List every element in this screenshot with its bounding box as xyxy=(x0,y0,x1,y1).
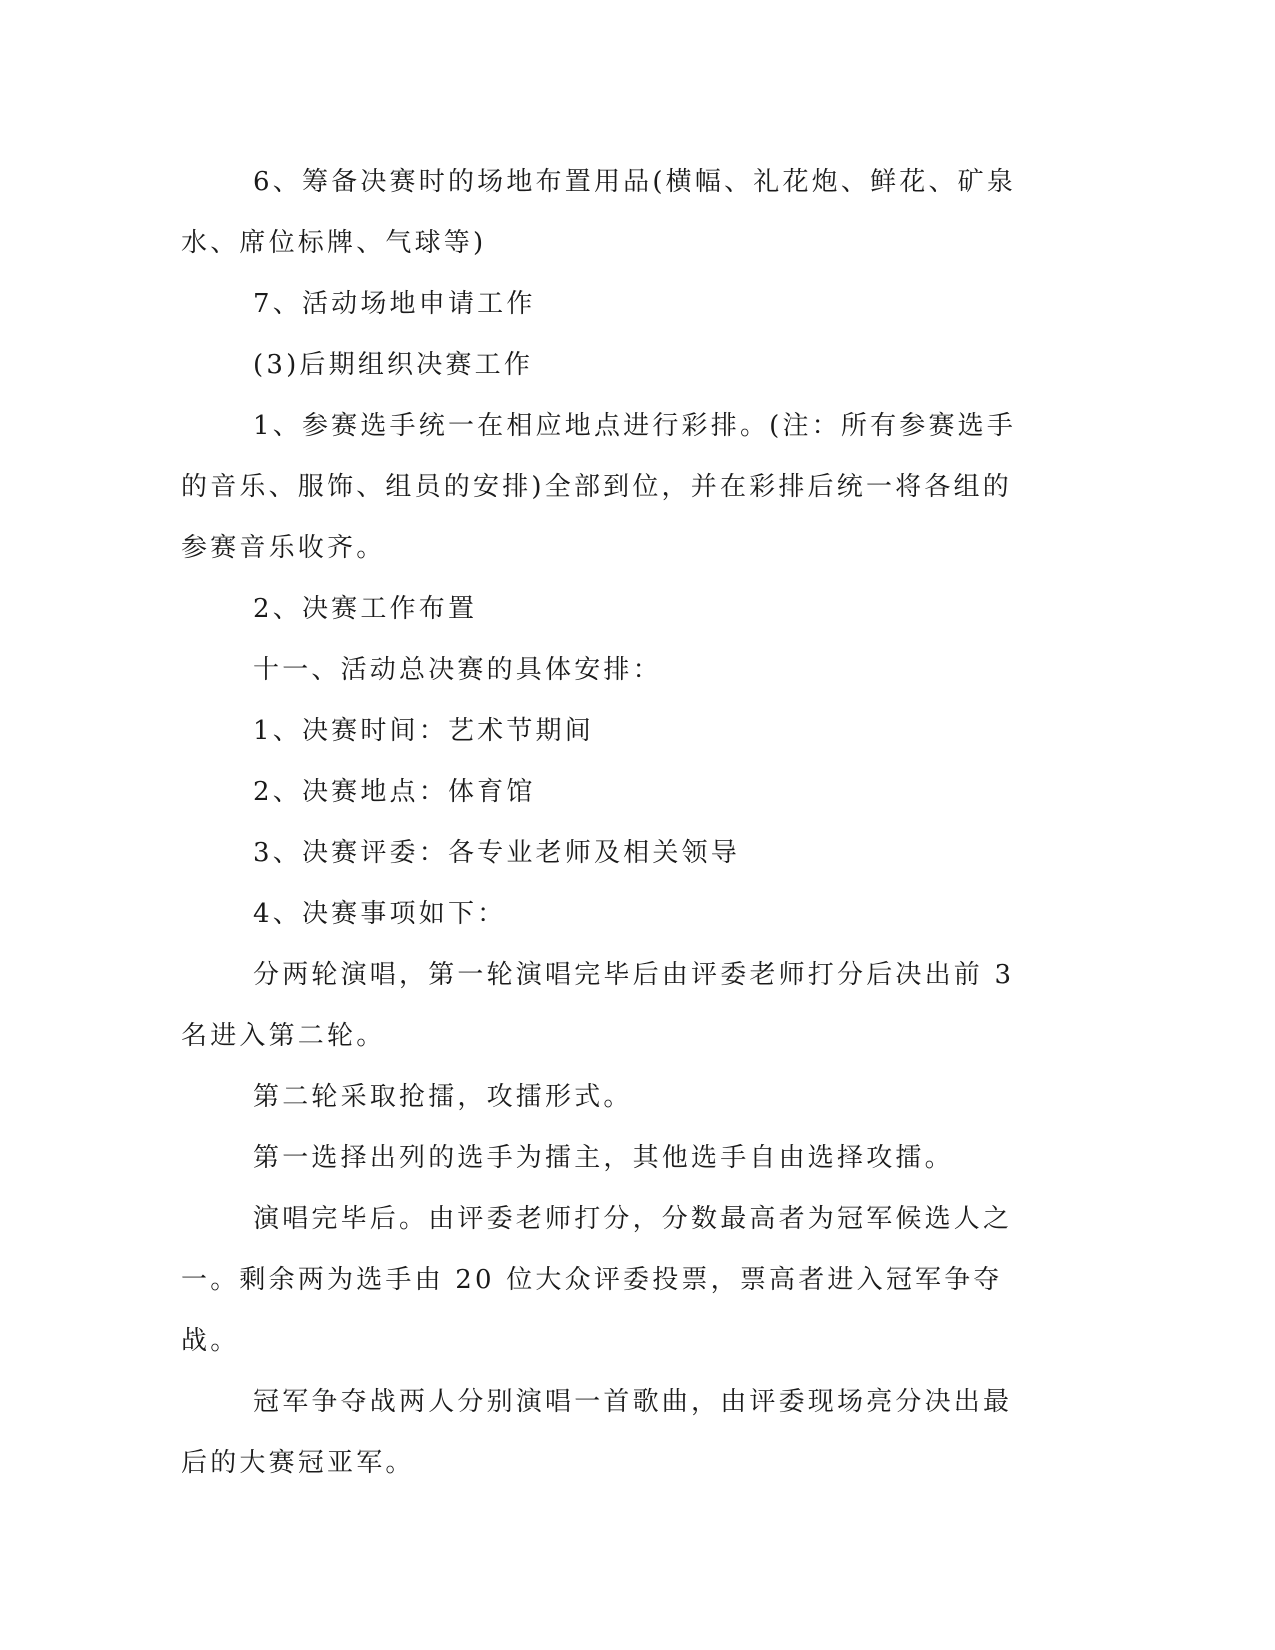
paragraph-venue-supplies: 6、筹备决赛时的场地布置用品(横幅、礼花炮、鲜花、矿泉水、席位标牌、气球等) xyxy=(181,167,1017,258)
document-page xyxy=(181,152,1036,1494)
paragraph-championship: 冠军争夺战两人分别演唱一首歌曲，由评委现场亮分决出最后的大赛冠亚军。 xyxy=(181,1387,1013,1478)
section-heading-final-schedule: 十一、活动总决赛的具体安排： xyxy=(253,655,662,685)
paragraph-final-time: 1、决赛时间：艺术节期间 xyxy=(253,716,594,746)
paragraph-final-organization-heading: (3)后期组织决赛工作 xyxy=(253,350,534,380)
paragraph-scoring: 演唱完毕后。由评委老师打分，分数最高者为冠军候选人之一。剩余两为选手由 20 位大众评委投票，票高者进入冠军争夺战。 xyxy=(181,1204,1013,1356)
paragraph-rehearsal: 1、参赛选手统一在相应地点进行彩排。(注：所有参赛选手的音乐、服饰、组员的安排)全部到位，并在彩排后统一将各组的参赛音乐收齐。 xyxy=(181,411,1017,563)
paragraph-round-one: 分两轮演唱，第一轮演唱完毕后由评委老师打分后决出前 3 名进入第二轮。 xyxy=(181,960,1015,1051)
paragraph-final-judges: 3、决赛评委：各专业老师及相关领导 xyxy=(253,838,740,868)
paragraph-final-items: 4、决赛事项如下： xyxy=(253,899,507,929)
paragraph-ring-master: 第一选择出列的选手为擂主，其他选手自由选择攻擂。 xyxy=(253,1143,954,1173)
paragraph-final-arrangement: 2、决赛工作布置 xyxy=(253,594,478,624)
paragraph-round-two-format: 第二轮采取抢擂，攻擂形式。 xyxy=(253,1082,633,1112)
paragraph-final-location: 2、决赛地点：体育馆 xyxy=(253,777,536,807)
paragraph-venue-application: 7、活动场地申请工作 xyxy=(253,289,536,319)
